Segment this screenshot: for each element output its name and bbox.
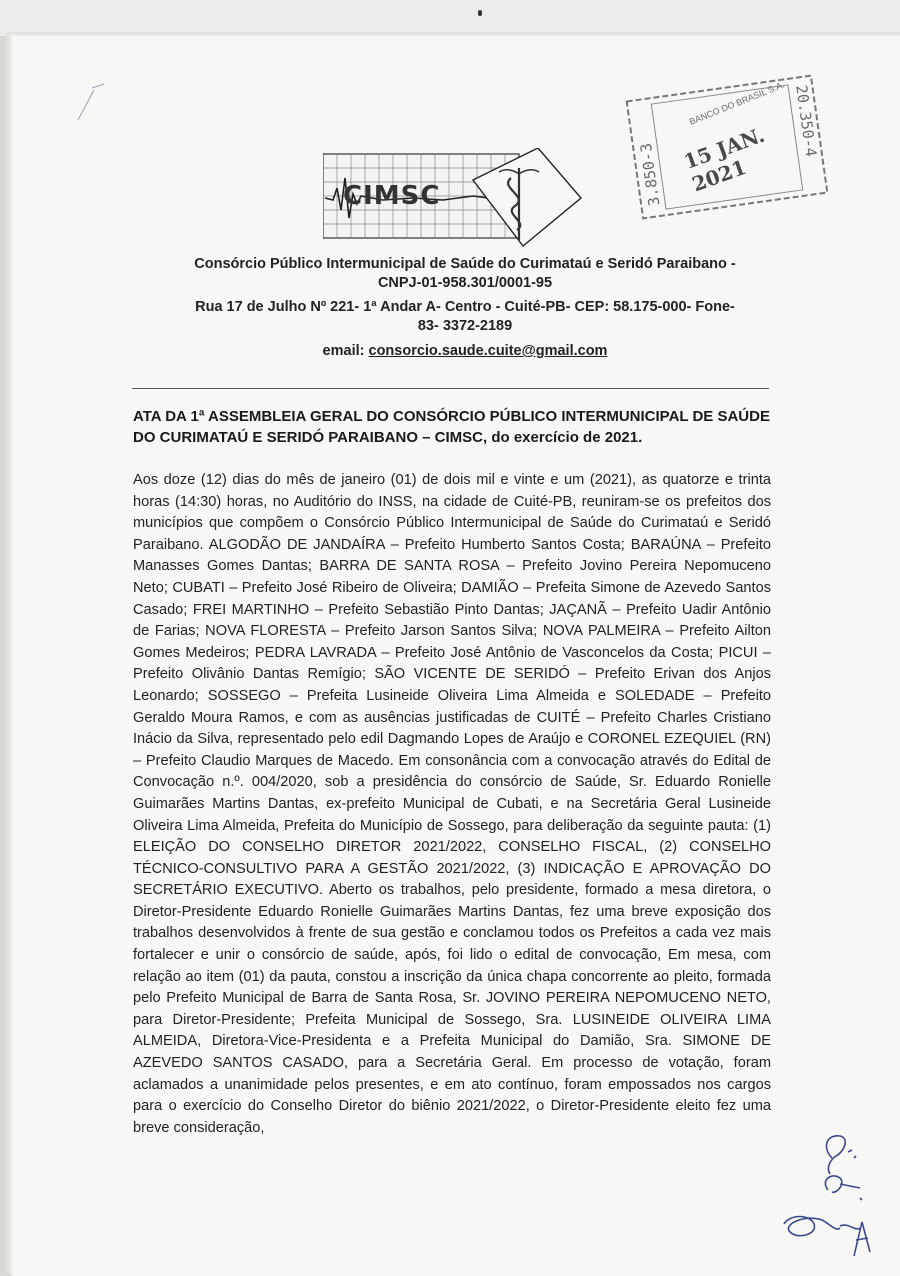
address-line-2: 83- 3372-2189 <box>417 318 513 334</box>
document-body: Aos doze (12) dias do mês de janeiro (01) de dois mil e vinte e um (2021), as quatorze e trinta horas (14:30) horas, no Auditório do INSS, na cidade de Cuité-PB, reuniram-se os prefeitos dos municípios que compõem o Consórcio Público Intermunicipal de Saúde do Curimataú e Seridó Paraibano. ALGODÃO DE JANDAÍRA – Prefeito Humberto Santos Costa; BARAÚNA – Prefeito Manasses Gomes Dantas; BARRA DE SANTA ROSA – Prefeito Jovino Pereira Nepomuceno Neto; CUBATI – Prefeito José Ribeiro de Oliveira; DAMIÃO – Prefeita Simone de Azevedo Santos Casado; FREI MARTINHO – Prefeito Sebastião Pinto Dantas; JAÇANÃ – Prefeito Uadir Antônio de Farias; NOVA FLORESTA – Prefeito Jarson Santos Silva; NOVA PALMEIRA – Prefeito Ailton Gomes Medeiros; PEDRA LAVRADA – Prefeito José Antônio de Vasconcelos da Costa; PICUI – Prefeito Olivânio Dantas Remígio; SÃO VICENTE DE SERIDÓ – Prefeito Erivan dos Anjos Leonardo; SOSSEGO – Prefeita Lusineide Oliveira Lima Almeida e SOLEDADE – Prefeito Geraldo Moura Ramos, e com as ausências justificadas de CUITÉ – Prefeito Charles Cristiano Inácio da Silva, representado pelo edil Dagmando Lopes de Araújo e CORONEL EZEQUIEL (RN) – Prefeito Claudio Marques de Macedo. Em consonância com a convocação através do Edital de Convocação n.º. 004/2020, sob a presidência do consórcio de Saúde, Sr. Eduardo Ronielle Guimarães Martins Dantas, ex-prefeito Municipal de Cubati, e na Secretária Geral Lusineide Oliveira Lima Almeida, Prefeita do Município de Sossego, para deliberação da seguinte pauta: (1) ELEIÇÃO DO CONSELHO DIRETOR 2021/2022, CONSELHO FISCAL, (2) CONSELHO TÉCNICO-CONSULTIVO PARA A GESTÃO 2021/2022, (3) INDICAÇÃO E APROVAÇÃO DO SECRETÁRIO EXECUTIVO. Aberto os trabalhos, pelo presidente, formado a mesa diretora, o Diretor-Presidente Eduardo Ronielle Guimarães Martins Dantas, fez uma breve exposição dos trabalhos desenvolvidos à frente de sua gestão e conclamou todos os Prefeitos a cada vez mais fortalecer e unir o consórcio de saúde, após, foi lido o edital de convocação, Em mesa, com relação ao item (01) da pauta, constou a inscrição da única chapa concorrente ao pleito, formada pelo Prefeito Municipal de Barra de Santa Rosa, Sr. JOVINO PEREIRA NEPOMUCENO NETO, para Diretor-Presidente; Prefeita Municipal de Sossego, Sra. LUSINEIDE OLIVEIRA LIMA ALMEIDA, Diretora-Vice-Presidenta e a Prefeita Municipal do Damião, Sra. SIMONE DE AZEVEDO SANTOS CASADO, para a Secretária Geral. Em processo de votação, foram aclamados a unanimidade pelos presentes, e em ato contínuo, foram empossados nos cargos para o exercício do Conselho Diretor do biênio 2021/2022, o Diretor-Presidente eleito fez uma breve consideração, <box>133 472 771 1136</box>
logo-text: CIMSC <box>343 181 441 211</box>
email-link[interactable]: consorcio.saude.cuite@gmail.com <box>368 343 608 359</box>
margin-pen-mark <box>74 80 134 130</box>
stamp-number-left: 3.850-3 <box>636 142 664 208</box>
org-cnpj: CNPJ-01-958.301/0001-95 <box>377 275 553 291</box>
ink-speck <box>478 10 482 16</box>
org-name: Consórcio Público Intermunicipal de Saúde do Curimataú e Seridó Paraibano - <box>194 256 736 272</box>
stamp-bank-name: BANCO DO BRASIL S.A. <box>687 79 786 127</box>
email-line <box>160 342 770 361</box>
margin-initials-signature <box>770 1128 890 1268</box>
address-line-1: Rua 17 de Julho Nº 221- 1ª Andar A- Centro - Cuité-PB- CEP: 58.175-000- Fone- <box>195 299 735 315</box>
cimsc-logo <box>323 148 583 254</box>
document-title: ATA DA 1ª ASSEMBLEIA GERAL DO CONSÓRCIO PÚBLICO INTERMUNICIPAL DE SAÚDE DO CURIMATAÚ E SERIDÓ PARAIBANO – CIMSC, do exercício de 2021. <box>133 408 770 446</box>
paper-edge <box>0 0 900 36</box>
stamp-number-right: 20.350-4 <box>792 83 821 158</box>
header-divider <box>132 388 769 389</box>
stamp-date: 15 JAN. 2021 <box>680 122 768 197</box>
email-label: email: <box>322 343 365 359</box>
